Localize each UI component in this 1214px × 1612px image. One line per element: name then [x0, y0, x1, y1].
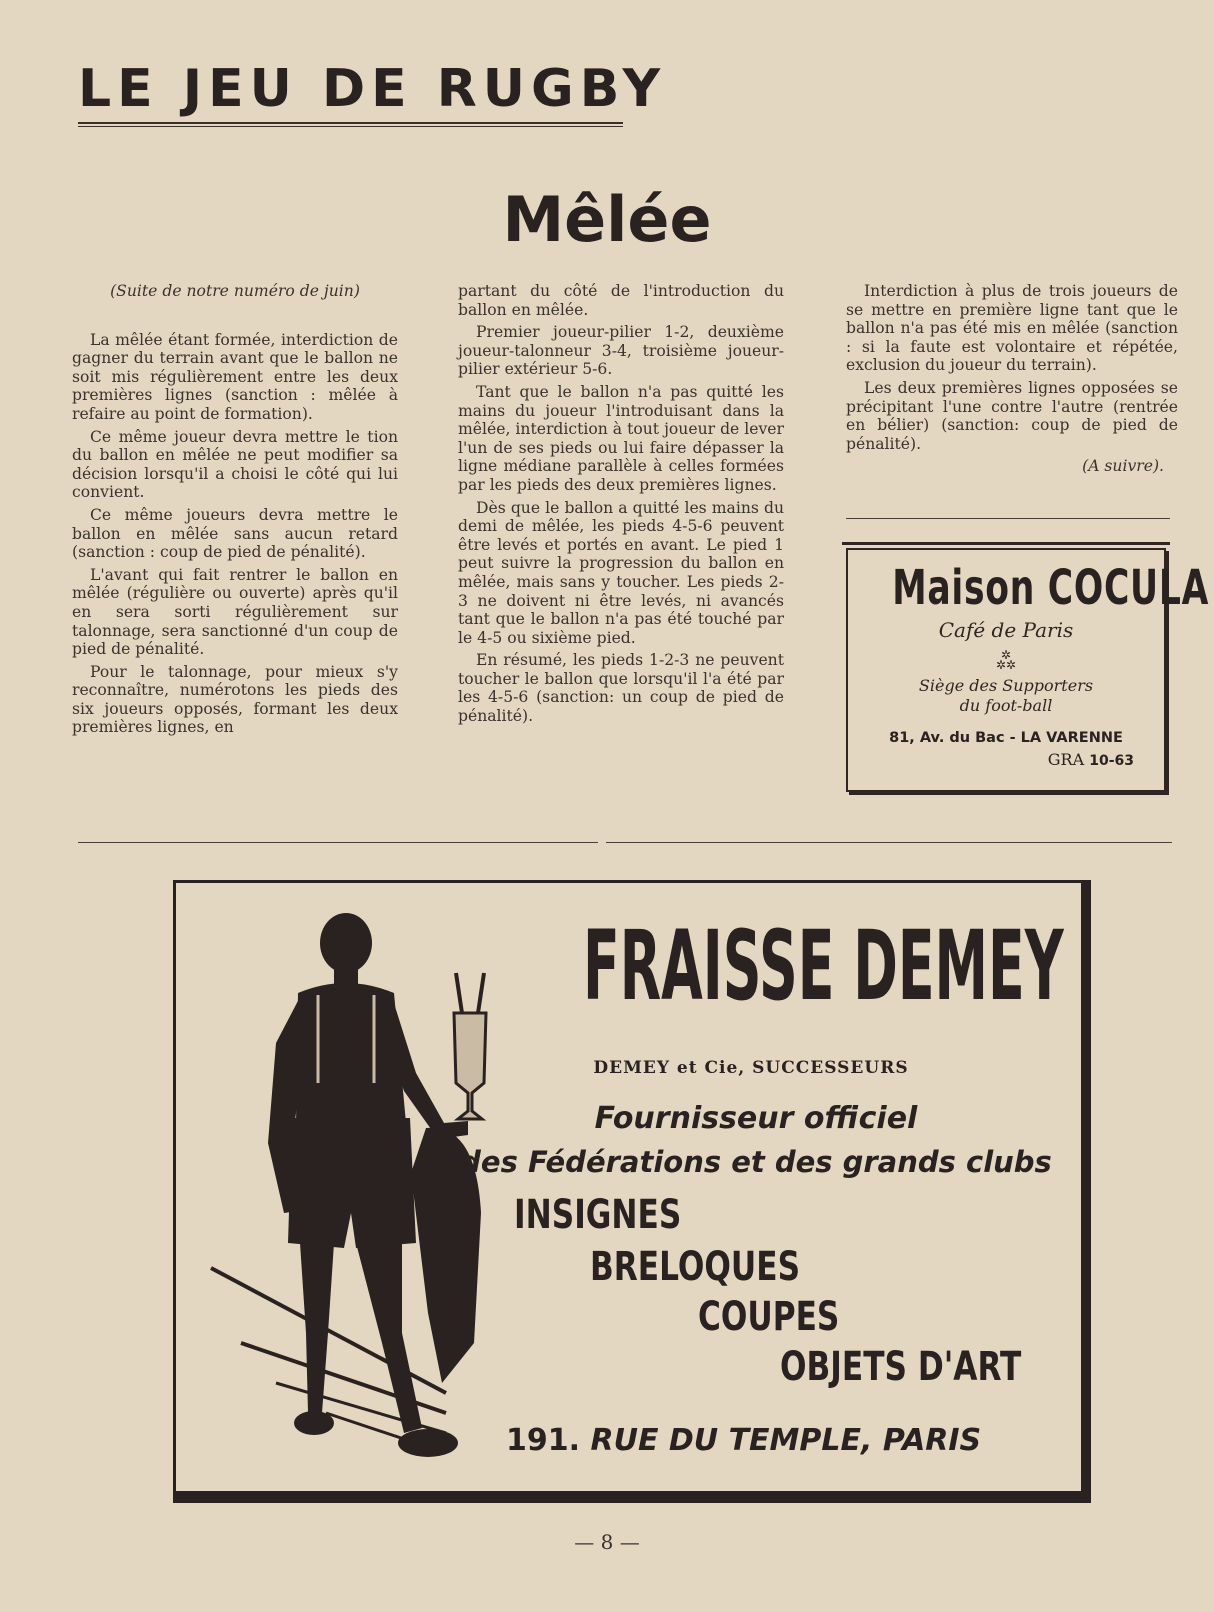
cocula-name: Maison COCULA — [892, 560, 1210, 616]
paragraph: Dès que le ballon a quitté les mains du demi de mêlée, les pieds 4-5-6 peuvent être levés et portés en avant. Le pied 1 peut suivre la progression du ballon en mêlée, mais sans y toucher. Les pieds 2-3 ne doivent ni être levés, ni avancés tant que le ballon n'a pas été touché par le 4-5 ou sixième pied. — [458, 498, 784, 647]
cocula-address: 81, Av. du Bac - LA VARENNE — [889, 730, 1123, 746]
paragraph: Pour le talonnage, pour mieux s'y reconnaître, numérotons les pieds des six joueurs opposés, formant les deux premières lignes, en — [72, 662, 398, 737]
cocula-siege — [848, 676, 1164, 716]
fraisse-tagline-1: Fournisseur officiel — [594, 1101, 918, 1136]
product-objets-dart: OBJETS D'ART — [780, 1344, 1022, 1390]
header-rule — [78, 122, 623, 127]
athlete-figure-icon — [206, 913, 506, 1483]
to-be-continued: (A suivre). — [1082, 457, 1164, 476]
fraisse-demey-advertisement — [173, 880, 1091, 1503]
product-breloques: BRELOQUES — [590, 1244, 801, 1290]
fraisse-address — [506, 1423, 1066, 1458]
cocula-siege-line1: Siège des Supporters — [918, 676, 1094, 695]
section-header — [78, 58, 667, 127]
article-column-1 — [72, 282, 398, 741]
cocula-tagline: Café de Paris — [938, 618, 1074, 642]
article-column-3 — [846, 282, 1178, 480]
asterism-icon: ✲ ✲✲ — [995, 648, 1017, 672]
section-separator — [606, 842, 1172, 843]
product-insignes: INSIGNES — [514, 1192, 682, 1238]
paragraph: En résumé, les pieds 1-2-3 ne peuvent toucher le ballon que lorsqu'il l'a été par les 4-5-6 (sanction: un coup de pied de pénalité). — [458, 651, 784, 726]
cocula-phone — [848, 750, 1164, 769]
paragraph: Les deux premières lignes opposées se précipitant l'une contre l'autre (rentrée en bélier) (sanction: coup de pied de pénalité). — [846, 378, 1178, 453]
paragraph: La mêlée étant formée, interdiction de gagner du terrain avant que le ballon ne soit mis régulièrement entre les deux premières lignes (sanction : mêlée à refaire au point de formation). — [72, 330, 398, 423]
ad-top-rule — [842, 542, 1170, 545]
address-street: RUE DU TEMPLE, PARIS — [590, 1423, 982, 1458]
cocula-advertisement — [846, 548, 1210, 792]
column-rule — [846, 518, 1170, 519]
paragraph: Interdiction à plus de trois joueurs de se mettre en première ligne tant que le ballon n'a pas été mis en mêlée (sanction : si la faute est volontaire et répétée, exclusion du joueur du terrain). — [846, 282, 1178, 375]
paragraph: Premier joueur-pilier 1-2, deuxième joueur-talonneur 3-4, troisième joueur-pilier extérieur 5-6. — [458, 323, 784, 379]
paragraph: partant du côté de l'introduction du ballon en mêlée. — [458, 282, 784, 319]
fraisse-demey-name: FRAISSE DEMEY — [583, 910, 1064, 1022]
article-intro: (Suite de notre numéro de juin) — [110, 282, 360, 300]
section-separator — [78, 842, 598, 843]
fraisse-successor: DEMEY et Cie, SUCCESSEURS — [593, 1058, 909, 1078]
section-title: LE JEU DE RUGBY — [78, 59, 667, 119]
article-column-2 — [458, 282, 784, 730]
paragraph: L'avant qui fait rentrer le ballon en mêlée (régulière ou ouverte) après qu'il en sera sorti régulièrement sur talonnage, sera sanctionné d'un coup de pied de pénalité. — [72, 565, 398, 659]
page-number: — 8 — — [574, 1530, 640, 1554]
phone-number: 10-63 — [1089, 753, 1134, 769]
paragraph: Ce même joueur devra mettre le tion du ballon en mêlée ne peut modifier sa décision lorsqu'il a choisi le côté qui lui convient. — [72, 427, 398, 502]
address-number: 191. — [506, 1423, 581, 1458]
paragraph: Tant que le ballon n'a pas quitté les mains du joueur l'introduisant dans la mêlée, interdiction à tout joueur de lever l'un de ses pieds ou lui faire dépasser la ligne médiane parallèle à celles formées par les pieds des deux premières lignes. — [458, 382, 784, 494]
fraisse-tagline-2: des Fédérations et des grands clubs — [460, 1145, 1052, 1179]
product-coupes: COUPES — [698, 1294, 840, 1340]
paragraph: Ce même joueurs devra mettre le ballon en mêlée sans aucun retard (sanction : coup de pied de pénalité). — [72, 505, 398, 562]
article-title: Mêlée — [502, 183, 712, 256]
cocula-siege-line2: du foot-ball — [959, 696, 1053, 715]
phone-prefix: GRA — [1047, 750, 1085, 769]
